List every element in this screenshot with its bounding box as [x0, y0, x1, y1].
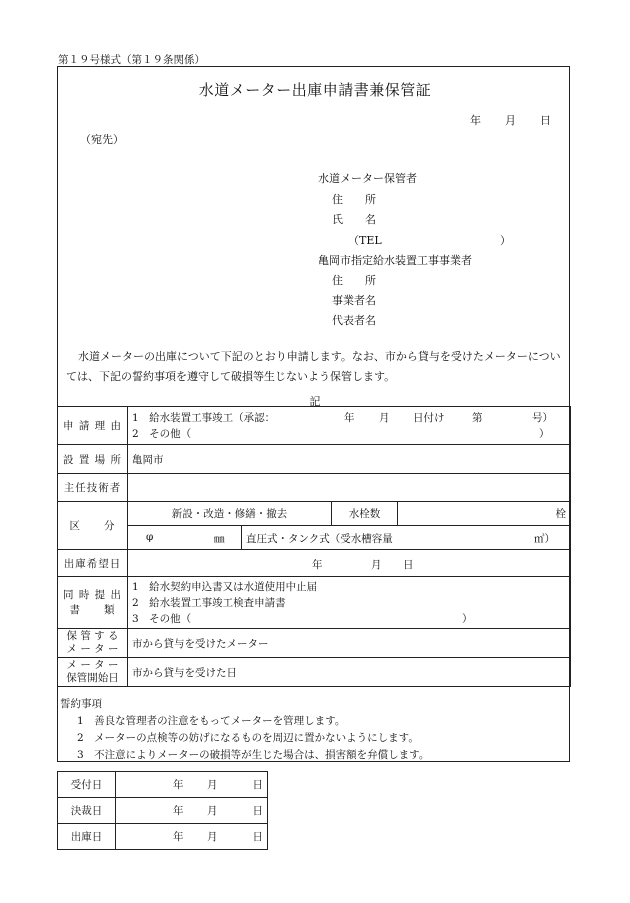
pledge-item: 2 メーターの点検等の妨げになるものを周辺に置かないようにします。	[77, 732, 419, 744]
docs-item-3: 3 その他（	[132, 612, 192, 625]
keep-meter-label-line-1: 保 管 す る	[66, 630, 119, 642]
docs-list	[128, 577, 571, 629]
pledge-item: 3 不注意によりメーターの破損等が生じた場合は、損害額を弁償します。	[77, 749, 430, 761]
record-year: 年	[116, 798, 188, 824]
docs-label-line-1: 同 時 提 出	[62, 588, 122, 601]
date-year: 年	[470, 114, 481, 127]
docs-other-close: ）	[462, 612, 473, 625]
reason-number-prefix: 第	[472, 411, 483, 424]
pressure-unit: ㎥）	[534, 533, 555, 545]
keeper-name-label: 氏 名	[332, 213, 376, 226]
desired-day: 日	[403, 559, 414, 571]
record-label: 出庫日	[58, 824, 116, 850]
record-blank	[268, 772, 571, 850]
keep-meter-label-line-2: メ ー タ ー	[66, 643, 119, 655]
reason-option-2: 2 その他（	[132, 427, 192, 440]
application-paragraph: 水道メーターの出庫について下記のとおり申請します。なお、市から貸与を受けたメーターについては、下記の誓約事項を遵守して破損等生じないよう保管します。	[66, 350, 561, 383]
docs-label-line-2: 書 類	[69, 603, 116, 616]
pledge-heading: 誓約事項	[60, 698, 102, 710]
record-row	[58, 772, 571, 798]
desired-date-label: 出庫希望日	[58, 550, 128, 577]
record-month: 月	[188, 798, 222, 824]
desired-date-value	[128, 550, 571, 577]
diameter-unit: ㎜	[214, 533, 225, 545]
start-date-label-line-2: 保管開始日	[66, 672, 119, 684]
date-day: 日	[540, 114, 551, 127]
pledge-item: 1 善良な管理者の注意をもってメーターを管理します。	[77, 715, 346, 727]
ki-marker: 記	[309, 395, 321, 408]
docs-item-1: 1 給水契約申込書又は水道使用中止届	[132, 580, 318, 593]
application-date	[470, 112, 551, 128]
reason-cell	[128, 407, 571, 445]
tel-close: ）	[500, 234, 511, 247]
engineer-value	[128, 474, 571, 502]
start-date-label	[58, 658, 128, 687]
addressee: （宛先）	[80, 133, 124, 146]
keep-meter-label	[58, 629, 128, 658]
reason-month: 月	[379, 411, 390, 424]
contractor-address-label: 住 所	[332, 274, 376, 287]
record-label: 受付日	[58, 772, 116, 798]
record-day: 日	[222, 824, 268, 850]
desired-year: 年	[312, 559, 323, 571]
diameter-cell	[128, 526, 242, 550]
record-day: 日	[222, 772, 268, 798]
record-label: 決裁日	[58, 798, 116, 824]
keeper-heading: 水道メーター保管者	[318, 172, 417, 185]
page-title: 水道メーター出庫申請書兼保管証	[198, 81, 432, 99]
desired-month: 月	[371, 559, 382, 571]
location-label: 設 置 場 所	[58, 445, 128, 474]
record-year: 年	[116, 824, 188, 850]
record-day: 日	[222, 798, 268, 824]
start-date-value: 市から貸与を受けた日	[128, 658, 571, 687]
location-value: 亀岡市	[128, 445, 571, 474]
keep-meter-value: 市から貸与を受けたメーター	[128, 629, 571, 658]
record-month: 月	[188, 772, 222, 798]
pressure-cell	[242, 526, 571, 550]
docs-item-2: 2 給水装置工事竣工検査申請書	[132, 596, 286, 609]
record-month: 月	[188, 824, 222, 850]
application-table	[57, 406, 571, 687]
start-date-label-line-1: メ ー タ ー	[66, 659, 119, 671]
pressure-type: 直圧式・タンク式（受水槽容量	[246, 533, 393, 545]
hydrant-label: 水栓数	[332, 502, 398, 526]
tel-open: （TEL	[348, 234, 382, 247]
category-label: 区 分	[58, 502, 128, 550]
record-year: 年	[116, 772, 188, 798]
company-name-label: 事業者名	[332, 294, 376, 307]
diameter-symbol: φ	[146, 531, 154, 543]
engineer-label: 主任技術者	[58, 474, 128, 502]
pledge-section	[60, 696, 565, 764]
contractor-heading: 亀岡市指定給水装置工事事業者	[318, 254, 472, 267]
representative-label: 代表者名	[332, 314, 376, 327]
docs-label	[58, 577, 128, 629]
hydrant-unit: 栓	[398, 502, 571, 526]
reason-dated: 日付け	[413, 411, 445, 424]
keeper-address-label: 住 所	[332, 193, 376, 206]
reason-year: 年	[344, 411, 355, 424]
reason-number-suffix: 号）	[532, 411, 553, 424]
form-id: 第１９号様式（第１９条関係）	[58, 54, 205, 66]
reason-label: 申 請 理 由	[58, 407, 128, 445]
record-table	[57, 771, 571, 850]
reason-option-1: 1 給水装置工事竣工（承認：	[132, 411, 276, 424]
reason-other-close: ）	[539, 427, 550, 440]
category-types: 新設・改造・修繕・撤去	[128, 502, 332, 526]
date-month: 月	[505, 114, 516, 127]
